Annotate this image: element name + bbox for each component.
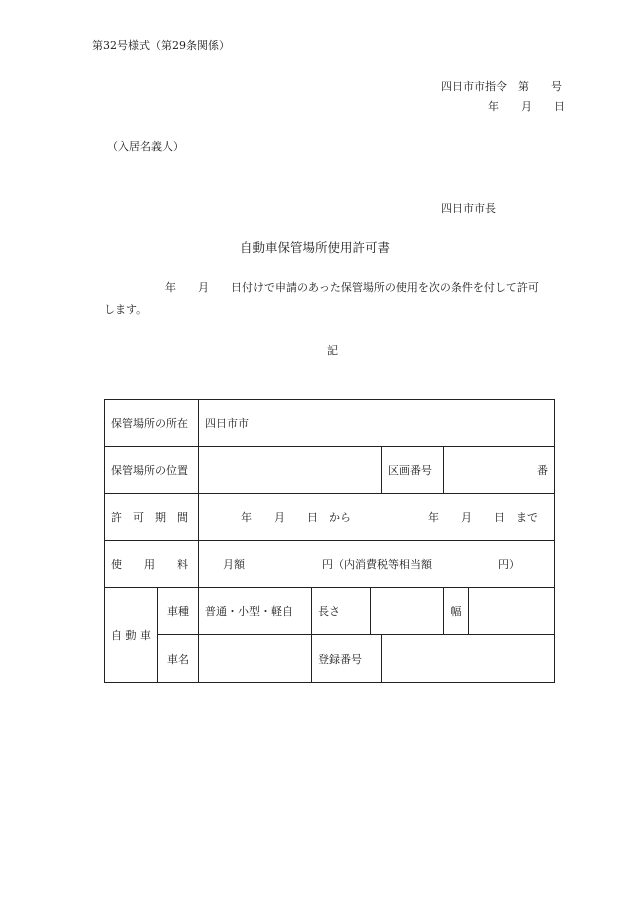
length-label: 長さ (312, 588, 371, 635)
table-row-fee (105, 541, 555, 588)
location-value: 四日市市 (199, 400, 555, 447)
car-name-label: 車名 (158, 635, 199, 683)
addressee: （入居名義人） (107, 140, 184, 153)
body-text-line1: 年 月 日付けで申請のあった保管場所の使用を次の条件を付して許可 (165, 281, 539, 294)
registration-value (382, 635, 555, 683)
length-value (371, 588, 444, 635)
section-number-label: 区画番号 (382, 447, 444, 494)
table-row-location (105, 400, 555, 447)
fee-value: 月額 円（内消費税等相当額 円） (199, 541, 555, 588)
document-title: 自動車保管場所使用許可書 (239, 240, 390, 255)
position-label: 保管場所の位置 (105, 447, 199, 494)
car-type-label: 車種 (158, 588, 199, 635)
location-label: 保管場所の所在 (105, 400, 199, 447)
car-label: 自 動 車 (105, 588, 158, 683)
body-text-line2: します。 (104, 303, 148, 316)
car-type-value: 普通・小型・軽自 (199, 588, 312, 635)
issue-date: 年 月 日 (488, 100, 565, 113)
permit-table (104, 399, 555, 683)
width-label: 幅 (444, 588, 469, 635)
reference-number: 四日市市指令 第 号 (441, 80, 562, 93)
period-value: 年 月 日 から 年 月 日 まで (199, 494, 555, 541)
table-row-car-name (105, 635, 555, 683)
period-label: 許 可 期 間 (105, 494, 199, 541)
ki-heading: 記 (327, 344, 338, 357)
registration-label: 登録番号 (312, 635, 382, 683)
fee-label: 使 用 料 (105, 541, 199, 588)
form-number: 第32号様式（第29条関係） (92, 39, 230, 52)
table-row-position (105, 447, 555, 494)
table-row-car-type (105, 588, 555, 635)
section-number-suffix: 番 (444, 447, 555, 494)
car-name-value (199, 635, 312, 683)
table-row-period (105, 494, 555, 541)
position-value (199, 447, 382, 494)
width-value (469, 588, 555, 635)
issuer: 四日市市長 (441, 202, 496, 215)
